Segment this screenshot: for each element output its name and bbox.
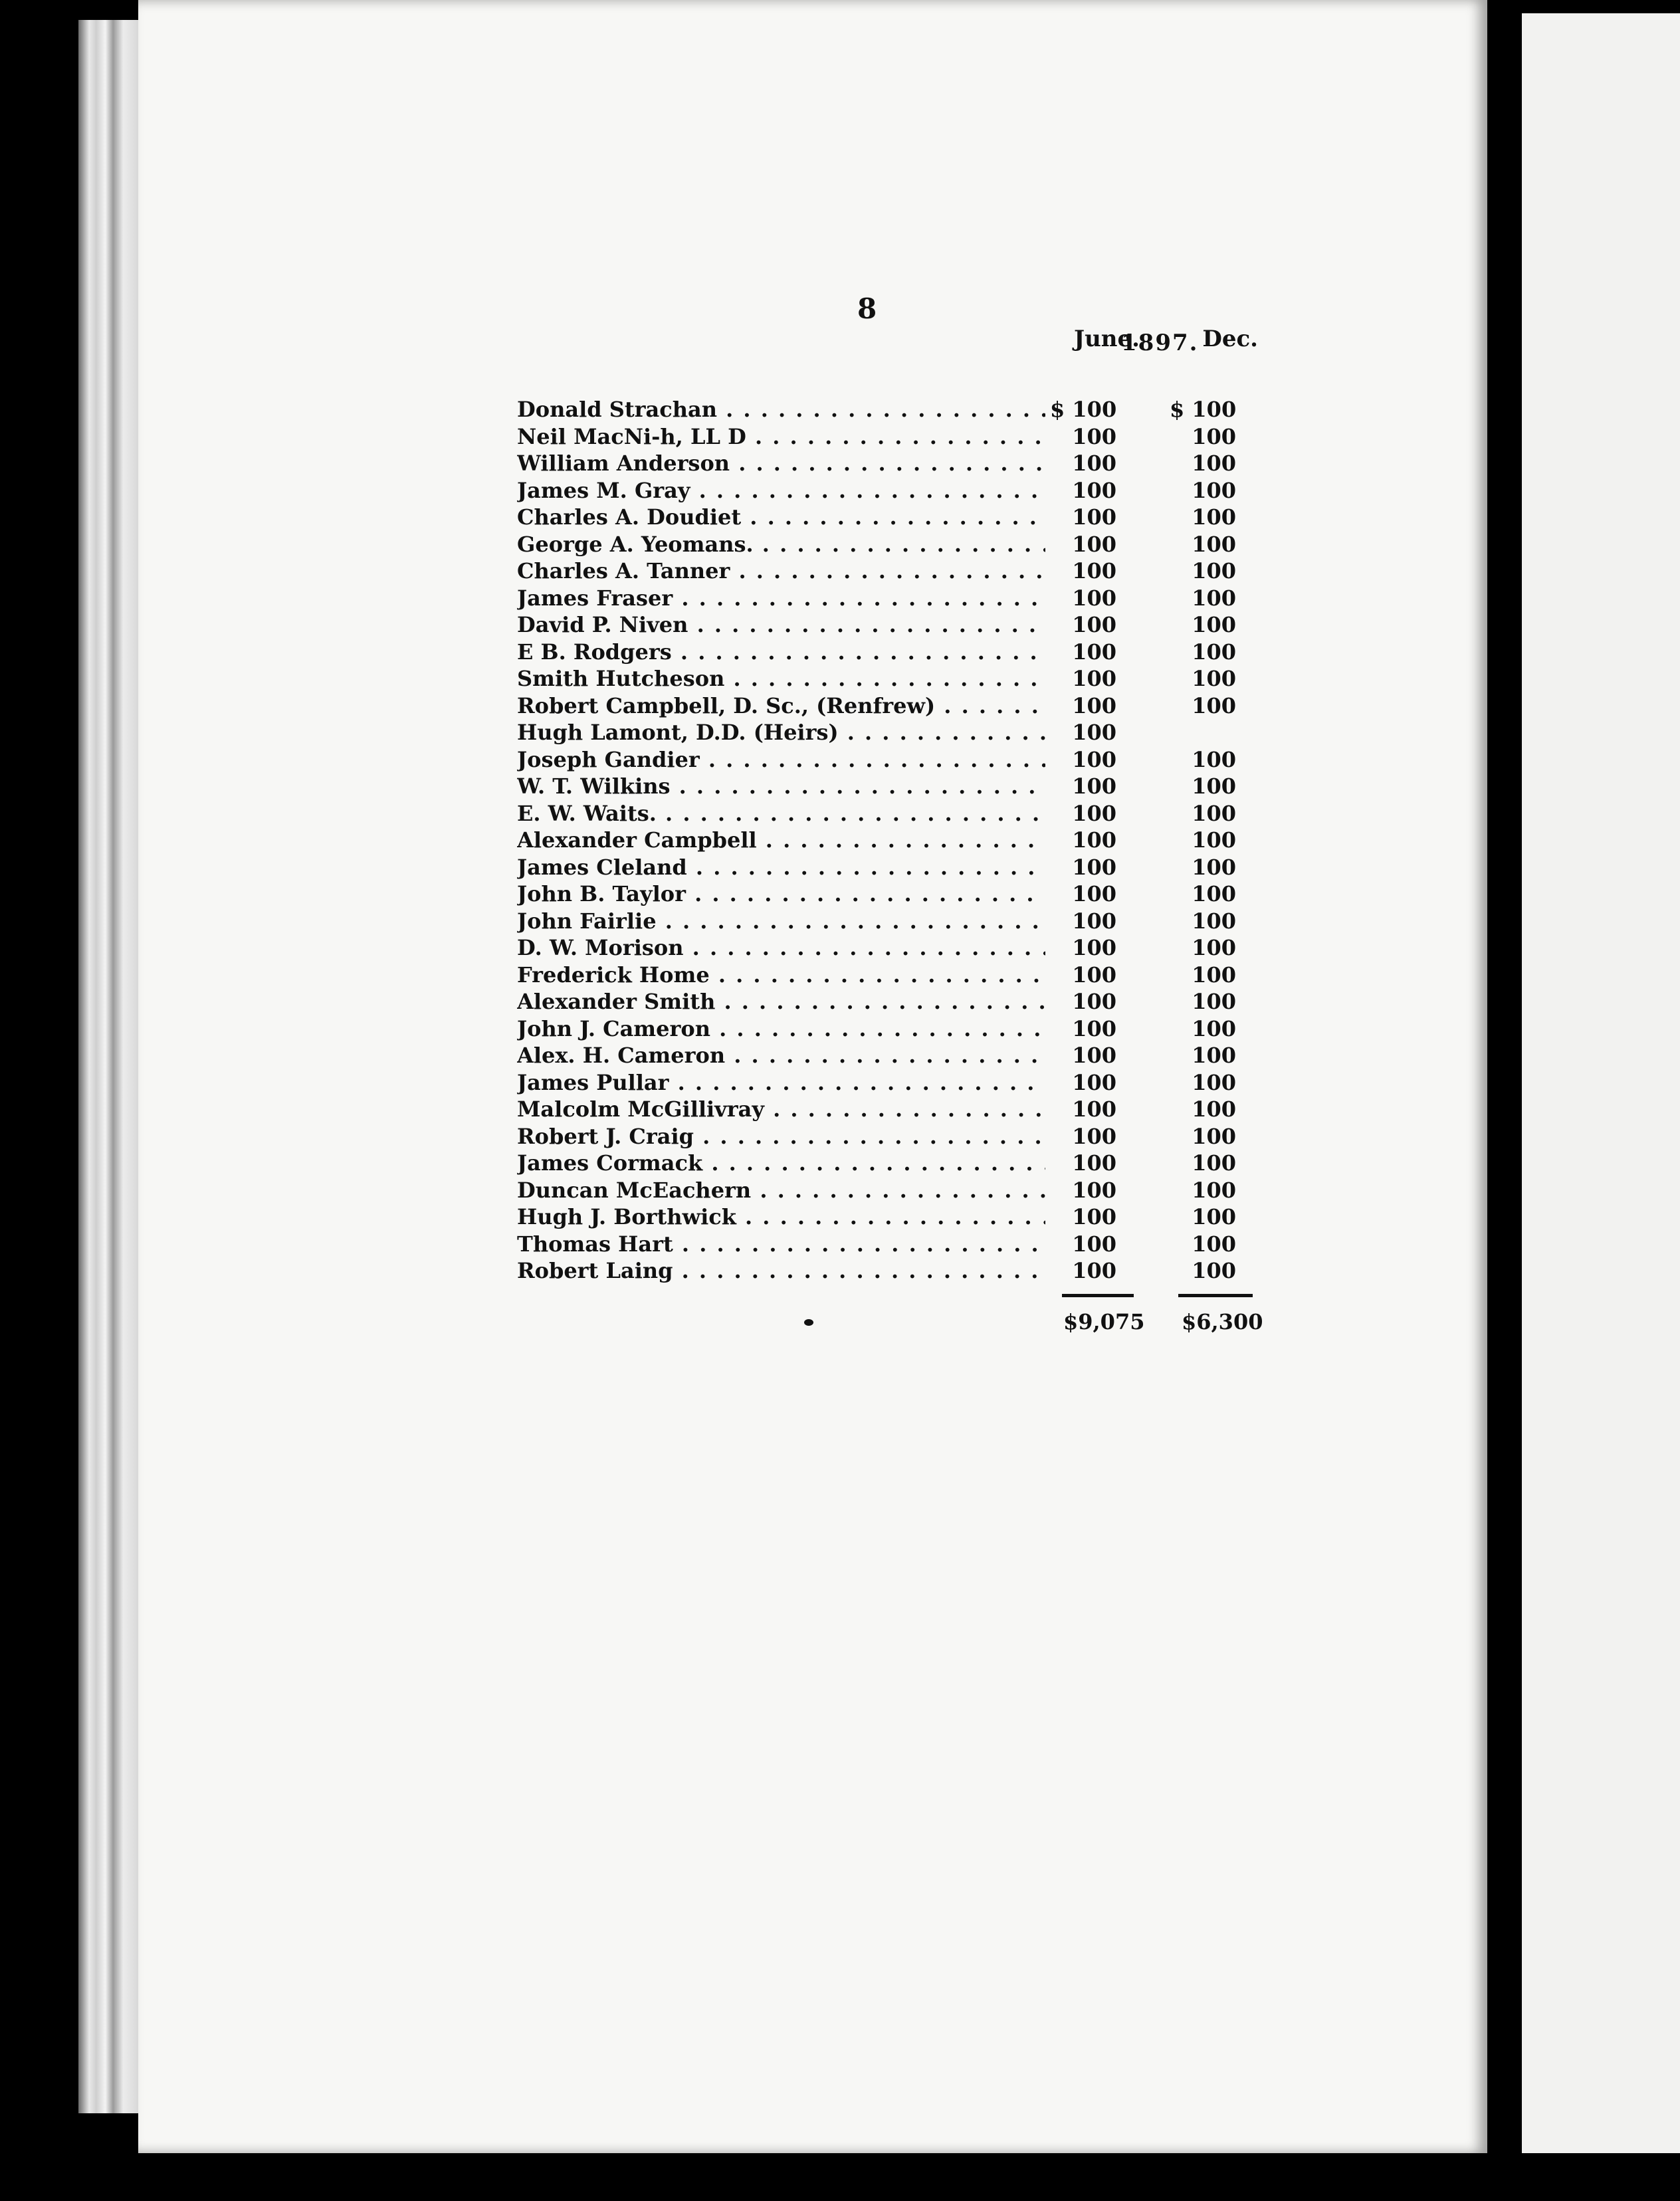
ledger-row (512, 611, 1269, 639)
june-amount: 100 (1072, 800, 1116, 826)
ledger-row (512, 1177, 1269, 1204)
june-amount: 100 (1072, 423, 1116, 449)
june-amount: 100 (1072, 692, 1116, 718)
dec-amount: 100 (1192, 935, 1236, 960)
subscriber-name: John Fairlie . . . (517, 908, 1045, 934)
june-amount: 100 (1072, 1204, 1116, 1229)
dec-amount: 100 (1192, 585, 1236, 611)
bottom-scan-border (0, 2153, 1680, 2201)
dec-amount: $ 100 (1170, 397, 1237, 422)
subscriber-name: Neil MacNi-h, LL D . . . (517, 423, 1045, 450)
ledger-row (512, 1257, 1269, 1285)
subscriber-name: James M. Gray . . . (517, 477, 1045, 504)
dec-amount: 100 (1192, 881, 1236, 906)
june-amount: 100 (1072, 908, 1116, 934)
ledger-row (512, 881, 1269, 908)
dec-amount: 100 (1192, 558, 1236, 583)
june-amount: 100 (1072, 477, 1116, 503)
ledger-row (512, 800, 1269, 827)
dec-amount: 100 (1192, 989, 1236, 1014)
book-binding-edge (78, 20, 138, 2113)
subscriber-name: George A. Yeomans. . . . (517, 531, 1045, 558)
subscriber-name: Hugh Lamont, D.D. (Heirs) . . . (517, 719, 1045, 746)
dec-amount: 100 (1192, 1015, 1236, 1041)
june-amount: $ 100 (1050, 397, 1117, 422)
ledger-row (512, 988, 1269, 1015)
dec-amount: 100 (1192, 1258, 1236, 1283)
dec-amount: 100 (1192, 612, 1236, 637)
ledger-row (512, 1096, 1269, 1123)
subscriber-name: E. W. Waits. . . . (517, 800, 1045, 827)
ledger-row (512, 962, 1269, 989)
june-amount: 100 (1072, 827, 1116, 853)
ledger-row (512, 477, 1269, 504)
dec-total-rule (1178, 1294, 1253, 1297)
june-amount: 100 (1072, 585, 1116, 611)
ledger-row (512, 1204, 1269, 1231)
june-amount: 100 (1072, 774, 1116, 799)
subscriber-name: Malcolm McGillivray . . . (517, 1096, 1045, 1122)
subscriber-name: Charles A. Doudiet . . . (517, 504, 1045, 530)
year-heading: 1897. (1121, 330, 1199, 356)
dec-amount: 100 (1192, 423, 1236, 449)
june-amount: 100 (1072, 666, 1116, 691)
subscriber-name: Donald Strachan . . . (517, 396, 1045, 423)
june-amount: 100 (1072, 1069, 1116, 1095)
subscriber-name: Robert Laing . . . (517, 1257, 1045, 1284)
june-amount: 100 (1072, 881, 1116, 906)
subscriber-name: James Pullar . . . (517, 1069, 1045, 1096)
ink-speck (804, 1319, 813, 1326)
june-amount: 100 (1072, 854, 1116, 880)
ledger-row (512, 773, 1269, 800)
dec-amount: 100 (1192, 1231, 1236, 1257)
dec-total: $6,300 (1182, 1309, 1263, 1334)
june-amount: 100 (1072, 1043, 1116, 1068)
dec-amount: 100 (1192, 504, 1236, 530)
june-amount: 100 (1072, 1177, 1116, 1203)
june-amount: 100 (1072, 639, 1116, 665)
ledger-row (512, 1069, 1269, 1097)
ledger-rows (512, 396, 1269, 1285)
ledger-row (512, 585, 1269, 612)
dec-amount: 100 (1192, 1177, 1236, 1203)
dec-amount: 100 (1192, 746, 1236, 772)
june-amount: 100 (1072, 989, 1116, 1014)
ledger-row (512, 1015, 1269, 1043)
subscriber-name: Robert Campbell, D. Sc., (Renfrew) . . . (517, 692, 1045, 719)
subscriber-name: Duncan McEachern . . . (517, 1177, 1045, 1204)
subscriber-name: Joseph Gandier . . . (517, 746, 1045, 773)
ledger-row (512, 558, 1269, 585)
ledger-row (512, 1042, 1269, 1069)
subscriber-name: James Cleland . . . (517, 854, 1045, 881)
ledger-row (512, 719, 1269, 746)
dec-amount: 100 (1192, 827, 1236, 853)
dec-amount: 100 (1192, 451, 1236, 476)
subscriber-name: William Anderson . . . (517, 450, 1045, 476)
june-amount: 100 (1072, 720, 1116, 745)
ledger-row (512, 531, 1269, 558)
ledger-row (512, 450, 1269, 477)
subscriber-name: Hugh J. Borthwick . . . (517, 1204, 1045, 1230)
june-amount: 100 (1072, 1015, 1116, 1041)
subscriber-name: Alexander Campbell . . . (517, 827, 1045, 853)
subscriber-name: E B. Rodgers . . . (517, 639, 1045, 665)
june-amount: 100 (1072, 935, 1116, 960)
june-amount: 100 (1072, 1097, 1116, 1122)
ledger-row (512, 908, 1269, 935)
dec-amount: 100 (1192, 1069, 1236, 1095)
subscriber-name: Alex. H. Cameron . . . (517, 1042, 1045, 1069)
dec-amount: 100 (1192, 908, 1236, 934)
subscriber-name: David P. Niven . . . (517, 611, 1045, 638)
ledger-row (512, 504, 1269, 531)
subscriber-name: W. T. Wilkins . . . (517, 773, 1045, 799)
ledger-row (512, 423, 1269, 451)
subscriber-name: Frederick Home . . . (517, 962, 1045, 988)
dec-amount: 100 (1192, 666, 1236, 691)
subscriber-name: Smith Hutcheson . . . (517, 665, 1045, 692)
june-total-rule (1062, 1294, 1134, 1297)
ledger-row (512, 854, 1269, 881)
binding-shadow (0, 0, 78, 2201)
ledger-row (512, 1150, 1269, 1177)
dec-amount: 100 (1192, 854, 1236, 880)
dec-amount: 100 (1192, 1123, 1236, 1149)
dec-column-header: Dec. (1202, 326, 1258, 352)
june-total: $9,075 (1063, 1309, 1145, 1334)
ledger-row (512, 934, 1269, 962)
dec-amount: 100 (1192, 639, 1236, 665)
dec-amount: 100 (1192, 531, 1236, 557)
ledger-row (512, 746, 1269, 774)
gutter-shadow (1487, 0, 1522, 2201)
dec-amount: 100 (1192, 1150, 1236, 1176)
ledger-row (512, 665, 1269, 692)
dec-amount: 100 (1192, 692, 1236, 718)
subscriber-name: James Cormack . . . (517, 1150, 1045, 1176)
dec-amount: 100 (1192, 1043, 1236, 1068)
dec-amount: 100 (1192, 477, 1236, 503)
subscriber-name: D. W. Morison . . . (517, 934, 1045, 961)
ledger-row (512, 1123, 1269, 1150)
dec-amount: 100 (1192, 1204, 1236, 1229)
june-amount: 100 (1072, 746, 1116, 772)
page-number: 8 (857, 292, 877, 325)
june-amount: 100 (1072, 1231, 1116, 1257)
dec-amount: 100 (1192, 800, 1236, 826)
june-amount: 100 (1072, 1123, 1116, 1149)
subscriber-name: John B. Taylor . . . (517, 881, 1045, 907)
june-amount: 100 (1072, 1258, 1116, 1283)
dec-amount: 100 (1192, 1097, 1236, 1122)
june-amount: 100 (1072, 612, 1116, 637)
june-amount: 100 (1072, 1150, 1116, 1176)
ledger-row (512, 827, 1269, 854)
june-amount: 100 (1072, 504, 1116, 530)
ledger-row (512, 1231, 1269, 1258)
subscriber-name: Charles A. Tanner . . . (517, 558, 1045, 584)
dec-amount: 100 (1192, 774, 1236, 799)
subscriber-name: James Fraser . . . (517, 585, 1045, 611)
facing-page-edge (1522, 13, 1680, 2153)
june-amount: 100 (1072, 451, 1116, 476)
dec-amount: 100 (1192, 962, 1236, 988)
ledger-row (512, 639, 1269, 666)
ledger-row (512, 396, 1269, 423)
june-amount: 100 (1072, 531, 1116, 557)
subscriber-name: Robert J. Craig . . . (517, 1123, 1045, 1150)
subscriber-name: John J. Cameron . . . (517, 1015, 1045, 1042)
ledger-row (512, 692, 1269, 720)
june-amount: 100 (1072, 962, 1116, 988)
june-column-header: June. (1074, 326, 1140, 352)
june-amount: 100 (1072, 558, 1116, 583)
subscriber-name: Alexander Smith . . . (517, 988, 1045, 1015)
subscriber-name: Thomas Hart . . . (517, 1231, 1045, 1257)
